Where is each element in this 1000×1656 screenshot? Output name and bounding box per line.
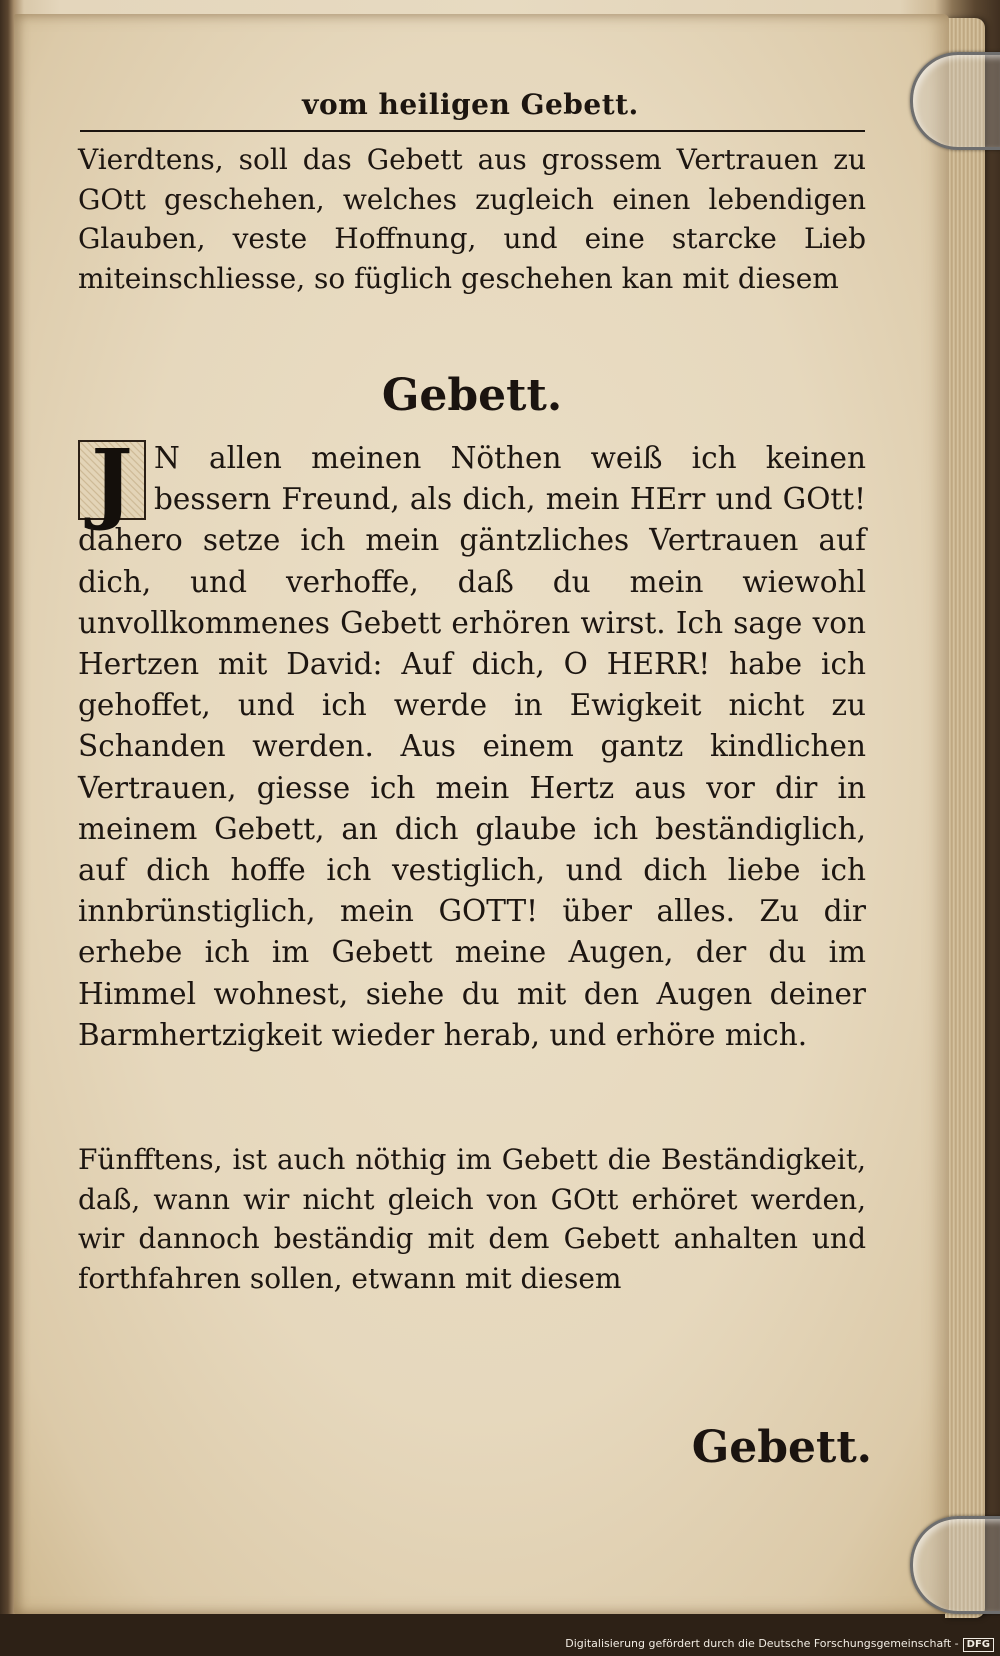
catchword: Gebett. (691, 1422, 872, 1473)
dfg-logo: DFG (963, 1638, 994, 1652)
running-head: vom heiligen Gebett. (302, 88, 639, 121)
top-page-clip (910, 52, 1000, 150)
prayer-title: Gebett. (381, 370, 563, 421)
header-rule (80, 130, 865, 132)
decorated-initial: J (78, 440, 146, 520)
digitization-footer (565, 1637, 994, 1652)
bottom-page-clip (910, 1516, 1000, 1614)
page-edges (945, 18, 985, 1618)
paragraph-fuenfftens: Fünfftens, ist auch nöthig im Gebett die Beständigkeit, daß, wann wir nicht gleich von GOtt erhöret werden, wir dannoch beständig mit dem Gebett anhalten und forthfahren sollen, etwann mit diesem (78, 1143, 866, 1295)
digitization-note: Digitalisierung gefördert durch die Deutsche Forschungsgemeinschaft - (565, 1637, 959, 1650)
prayer-paragraph (78, 429, 866, 1056)
paragraph-vierdtens: Vierdtens, soll das Gebett aus grossem Vertrauen zu GOtt geschehen, welches zugleich einen lebendigen Glauben, veste Hoffnung, und eine starcke Lieb miteinschliesse, so füglich geschehen kan mit diesem (78, 143, 866, 295)
prayer-text: N allen meinen Nöthen weiß ich keinen bessern Freund, als dich, mein HErr und GOtt! dahero setze ich mein gäntzliches Vertrauen auf dich, und verhoffe, daß du mein wiewohl unvollkommenes Gebett erhören wirst. Ich sage von Hertzen mit David: Auf dich, O HERR! habe ich gehoffet, und ich werde in Ewigkeit nicht zu Schanden werden. Aus einem gantz kindlichen Vertrauen, giesse ich mein Hertz aus vor dir in meinem Gebett, an dich glaube ich beständiglich, auf dich hoffe ich vestiglich, und dich liebe ich innbrünstiglich, mein GOTT! über alles. Zu dir erhebe ich im Gebett meine Augen, der du im Himmel wohnest, siehe du mit den Augen deiner Barmhertzigkeit wieder herab, und erhöre mich. (78, 441, 866, 1052)
